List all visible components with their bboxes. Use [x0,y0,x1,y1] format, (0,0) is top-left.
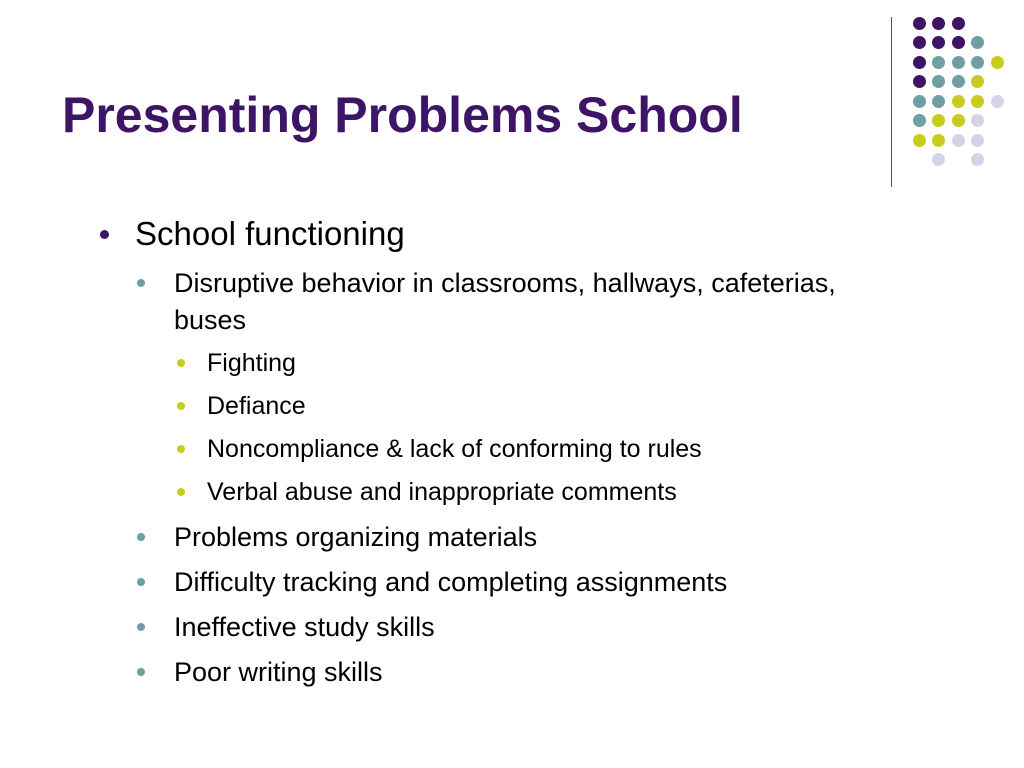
bullet-text-continuation: buses [174,304,247,335]
bullet-marker-level-3 [177,445,185,453]
bullet-marker-level-2 [137,279,145,287]
bullet-text-level-1: School functioning [135,215,405,253]
bullet-text-level-2: Problems organizing materials [174,521,538,552]
slide-title: Presenting Problems School [62,87,743,143]
bullet-marker-level-1 [100,230,109,239]
bullet-text-level-3: Noncompliance & lack of conforming to rules [207,435,702,463]
bullet-text-level-3: Verbal abuse and inappropriate comments [207,478,677,506]
bullet-text-level-2: Difficulty tracking and completing assignments [174,566,728,597]
bullet-marker-level-2 [137,533,145,541]
bullet-text-level-2: Disruptive behavior in classrooms, hallways, cafeterias, [174,267,836,298]
bullet-marker-level-2 [137,578,145,586]
bullet-marker-level-3 [177,359,185,367]
bullet-marker-level-2 [137,668,145,676]
bullet-marker-level-3 [177,402,185,410]
bullet-marker-level-3 [177,488,185,496]
bullet-text-level-2: Poor writing skills [174,656,383,687]
bullet-text-level-3: Fighting [207,349,296,377]
bullet-text-level-3: Defiance [207,392,306,420]
bullet-text-level-2: Ineffective study skills [174,611,435,642]
bullet-marker-level-2 [137,623,145,631]
